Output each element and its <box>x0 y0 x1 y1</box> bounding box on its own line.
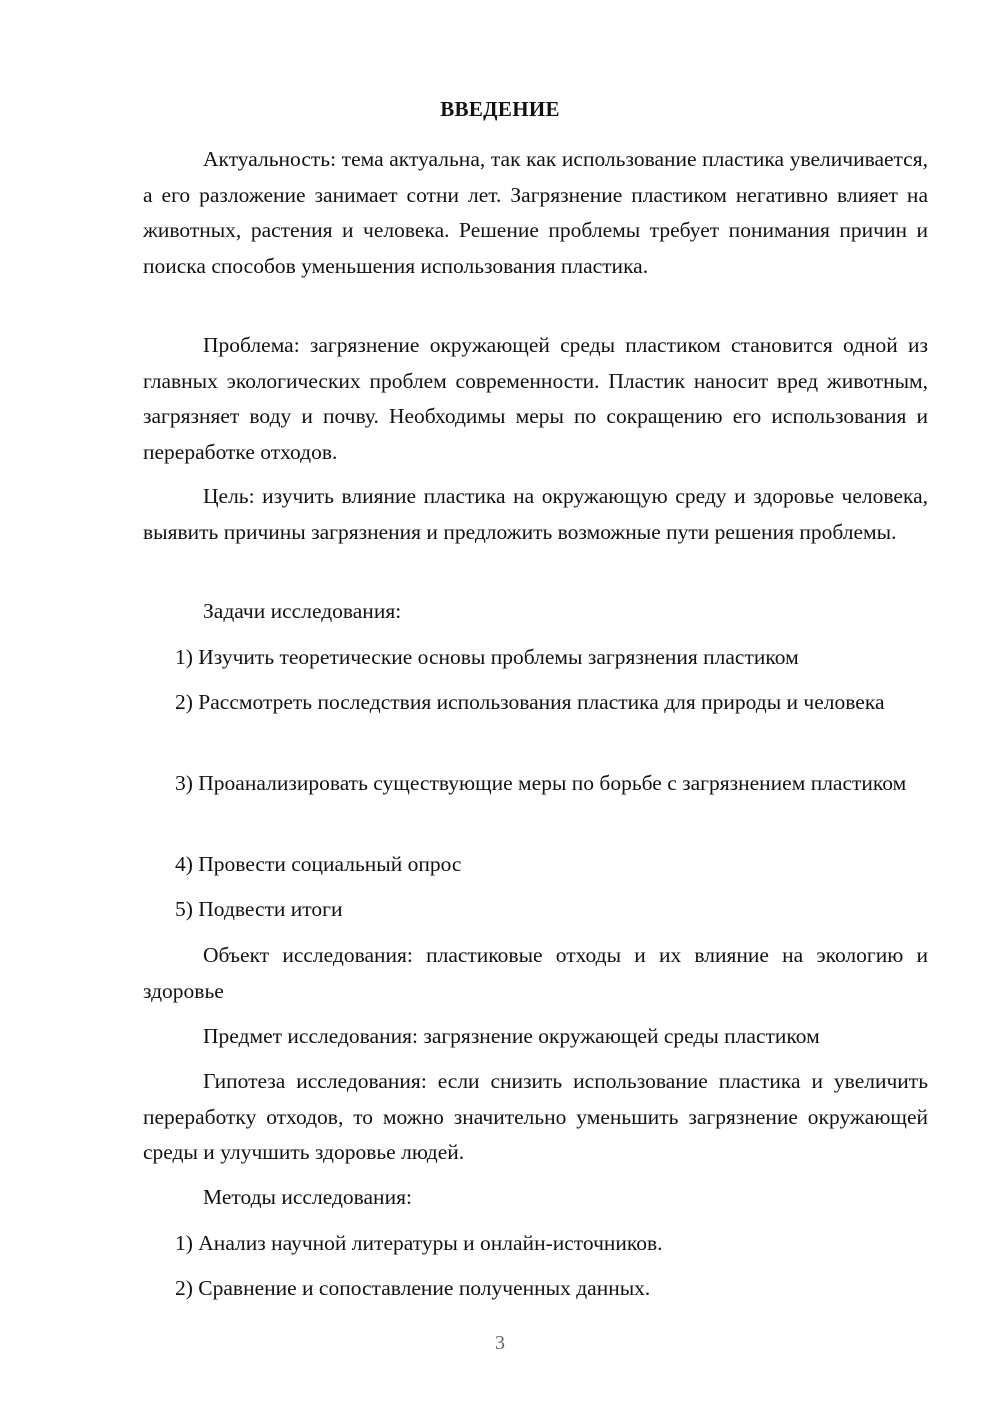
page-number: 3 <box>495 1332 505 1354</box>
subject-paragraph: Предмет исследования: загрязнение окружающей среды пластиком <box>203 1024 820 1048</box>
task-item: 1) Изучить теоретические основы проблемы загрязнения пластиком <box>175 645 799 669</box>
hypothesis-paragraph: Гипотеза исследования: если снизить использование пластика и увеличить переработку отходов, то можно значительно уменьшить загрязнение окружающей среды и улучшить здоровье людей. <box>143 1069 928 1164</box>
method-item: 1) Анализ научной литературы и онлайн-источников. <box>175 1231 663 1255</box>
goal-paragraph: Цель: изучить влияние пластика на окружающую среду и здоровье человека, выявить причины загрязнения и предложить возможные пути решения проблемы. <box>143 484 928 544</box>
task-item: 5) Подвести итоги <box>175 897 343 921</box>
relevance-paragraph: Актуальность: тема актуальна, так как использование пластика увеличивается, а его разложение занимает сотни лет. Загрязнение пластиком негативно влияет на животных, растения и человека. Решение проблемы требует понимания причин и поиска способов уменьшения использования пластика. <box>143 147 928 278</box>
section-heading: ВВЕДЕНИЕ <box>440 97 560 121</box>
task-item: 4) Провести социальный опрос <box>175 852 462 876</box>
method-item: 2) Сравнение и сопоставление полученных данных. <box>175 1276 651 1300</box>
methods-heading: Методы исследования: <box>203 1185 412 1209</box>
object-paragraph: Объект исследования: пластиковые отходы и их влияние на экологию и здоровье <box>143 943 928 1003</box>
task-item: 3) Проанализировать существующие меры по борьбе с загрязнением пластиком <box>175 771 907 795</box>
problem-paragraph: Проблема: загрязнение окружающей среды пластиком становится одной из главных экологических проблем современности. Пластик наносит вред животным, загрязняет воду и почву. Необходимы меры по сокращению его использования и переработке отходов. <box>143 333 928 464</box>
task-item: 2) Рассмотреть последствия использования пластика для природы и человека <box>175 690 885 714</box>
tasks-heading: Задачи исследования: <box>203 599 402 623</box>
